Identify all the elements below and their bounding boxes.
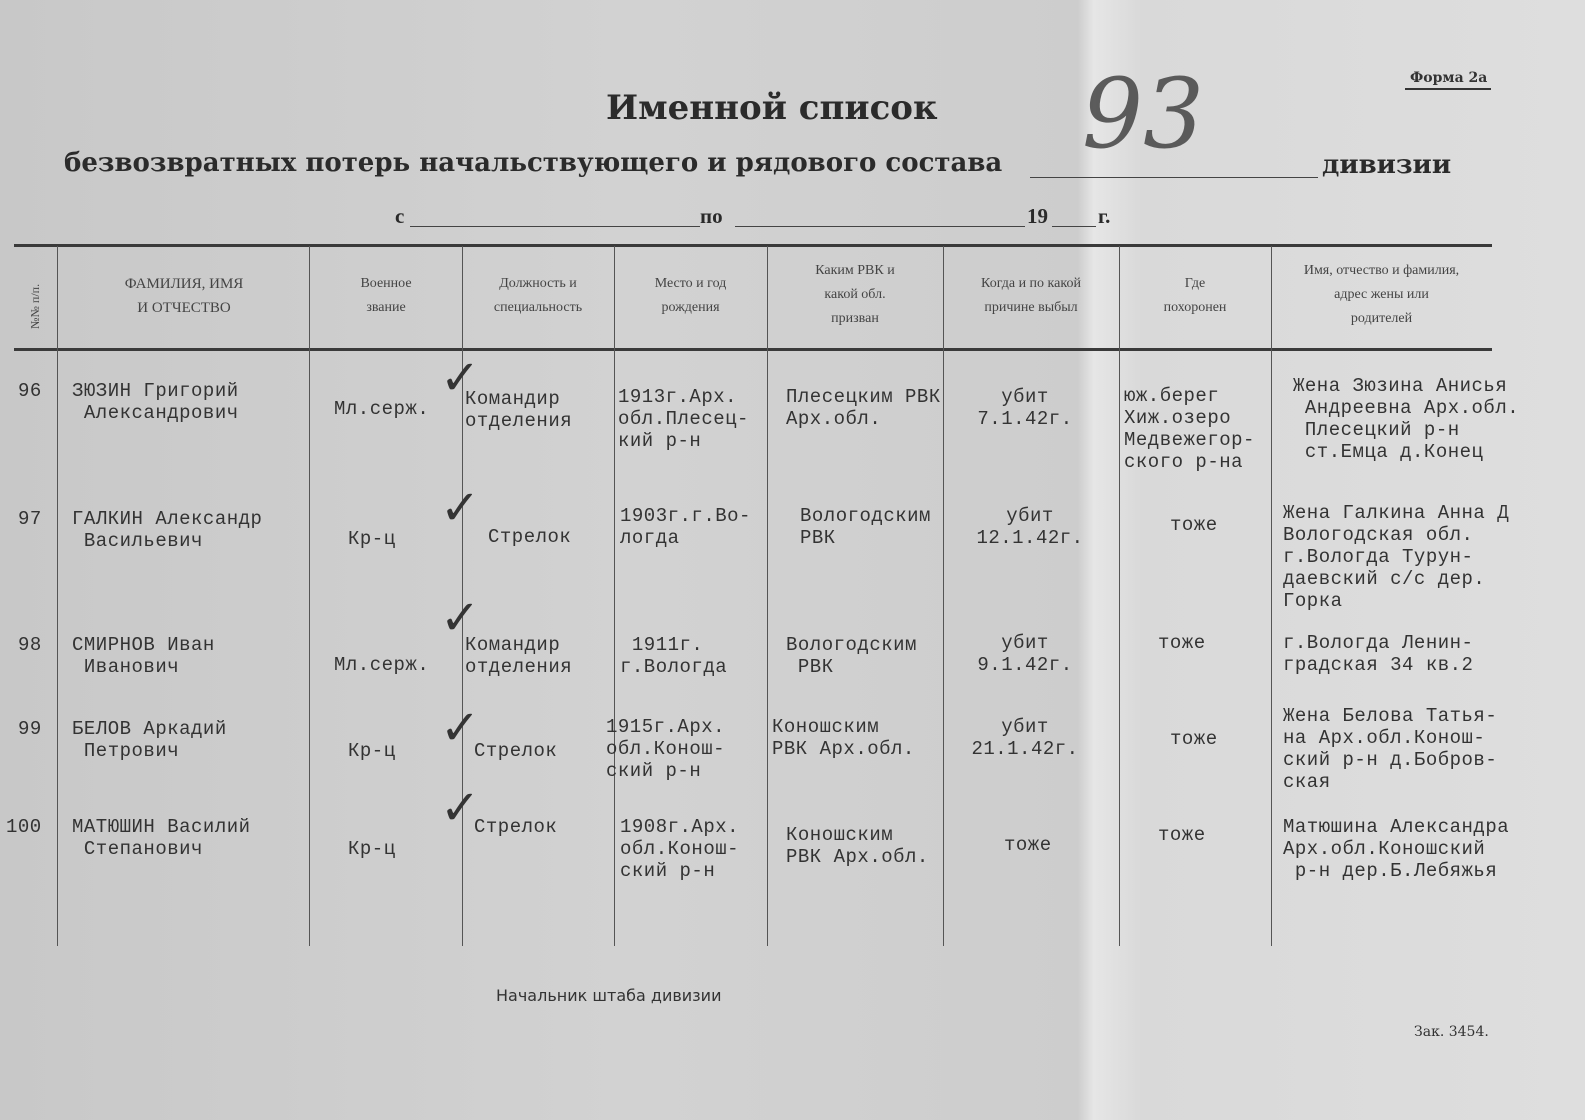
row-100-birth: 1908г.Арх. обл.Конош- ский р-н (620, 816, 740, 882)
row-98-rank: Мл.серж. (334, 654, 430, 676)
row-100-buried: тоже (1158, 824, 1206, 846)
row-100-rvk: Коношским РВК Арх.обл. (786, 824, 929, 868)
row-99-buried: тоже (1170, 728, 1218, 750)
row-99-num: 99 (18, 718, 42, 740)
col-divider-2 (309, 246, 310, 946)
row-96-birth: 1913г.Арх. обл.Плесец- кий р-н (618, 386, 749, 452)
check-mark-icon: ✓ (440, 480, 481, 536)
row-98-reason: убит 9.1.42г. (977, 632, 1073, 676)
row-99-rvk: Коношским РВК Арх.обл. (772, 716, 915, 760)
row-96-reason: убит 7.1.42г. (977, 386, 1073, 430)
row-99-position: Стрелок (474, 740, 558, 762)
row-98-birth: 1911г. г.Вологда (620, 634, 728, 678)
col-divider-1 (57, 246, 58, 946)
footer-signature: Начальник штаба дивизии (496, 986, 722, 1005)
row-99-name: БЕЛОВ Аркадий Петрович (72, 718, 227, 762)
row-98-position: Командир отделения (465, 634, 573, 678)
row-96-rank: Мл.серж. (334, 398, 430, 420)
period-to-label: по (700, 204, 723, 228)
row-97-relatives: Жена Галкина Анна Д Вологодская обл. г.Вологда Турун- даевский с/с дер. Горка (1283, 502, 1510, 612)
subtitle-right: дивизии (1322, 150, 1452, 180)
period-year-suffix: г. (1098, 204, 1111, 228)
row-100-reason: тоже (1004, 834, 1052, 856)
header-col-relatives: Имя, отчество и фамилия, адрес жены или родителей (1303, 263, 1460, 326)
row-100-name: МАТЮШИН Василий Степанович (72, 816, 251, 860)
row-98-rvk: Вологодским РВК (786, 634, 917, 678)
period-from-label: с (395, 204, 405, 228)
row-97-rvk: Вологодским РВК (800, 505, 931, 549)
row-97-reason: убит 12.1.42г. (976, 505, 1084, 549)
row-99-birth: 1915г.Арх. обл.Конош- ский р-н (606, 716, 726, 782)
header-col-birth: Место и год рождения (654, 276, 727, 315)
header-col-rvk: Каким РВК и какой обл. призван (815, 263, 895, 326)
division-blank (1030, 176, 1318, 178)
period-year-prefix: 19 (1027, 204, 1048, 228)
page-title: Именной список (606, 88, 938, 128)
header-col-position: Должность и специальность (493, 276, 583, 315)
row-96-name: ЗЮЗИН Григорий Александрович (72, 380, 239, 424)
header-col-name: ФАМИЛИЯ, ИМЯ И ОТЧЕСТВО (124, 276, 244, 316)
row-96-relatives: Жена Зюзина Анисья Андреевна Арх.обл. Плесецкий р-н ст.Емца д.Конец (1293, 375, 1520, 463)
check-mark-icon: ✓ (440, 700, 481, 756)
form-label-underline (1405, 88, 1491, 90)
check-mark-icon: ✓ (440, 350, 481, 406)
form-label: Форма 2а (1410, 70, 1488, 86)
row-99-rank: Кр-ц (348, 740, 396, 762)
row-98-relatives: г.Вологда Ленин- градская 34 кв.2 (1283, 632, 1474, 676)
row-98-name: СМИРНОВ Иван Иванович (72, 634, 215, 678)
row-96-rvk: Плесецким РВК Арх.обл. (786, 386, 941, 430)
row-98-num: 98 (18, 634, 42, 656)
order-number: Зак. 3454. (1414, 1024, 1489, 1040)
row-97-buried: тоже (1170, 514, 1218, 536)
check-mark-icon: ✓ (440, 590, 481, 646)
header-col-reason: Когда и по какой причине выбыл (981, 276, 1081, 315)
row-100-num: 100 (6, 816, 42, 838)
period-year-blank (1052, 225, 1096, 227)
row-97-rank: Кр-ц (348, 528, 396, 550)
row-96-position: Командир отделения (465, 388, 573, 432)
period-to-blank (735, 225, 1025, 227)
row-99-relatives: Жена Белова Татья- на Арх.обл.Конош- ский р-н д.Бобров- ская (1283, 705, 1498, 793)
row-97-birth: 1903г.г.Во- логда (620, 505, 751, 549)
row-96-num: 96 (18, 380, 42, 402)
period-from-blank (410, 225, 700, 227)
header-col-num: №№ п/п. (28, 283, 42, 329)
header-col-rank: Военное звание (360, 276, 412, 315)
row-100-position: Стрелок (474, 816, 558, 838)
row-97-position: Стрелок (488, 526, 572, 548)
col-divider-7 (1119, 246, 1120, 946)
row-98-buried: тоже (1158, 632, 1206, 654)
row-97-num: 97 (18, 508, 42, 530)
col-divider-4 (614, 246, 615, 946)
row-96-buried: юж.берег Хиж.озеро Медвежегор- ского р-на (1124, 385, 1255, 473)
col-divider-6 (943, 246, 944, 946)
col-divider-5 (767, 246, 768, 946)
row-99-reason: убит 21.1.42г. (971, 716, 1079, 760)
subtitle-left: безвозвратных потерь начальствующего и рядового состава (64, 148, 1003, 178)
row-97-name: ГАЛКИН Александр Васильевич (72, 508, 263, 552)
row-100-relatives: Матюшина Александра Арх.обл.Коношский р-н дер.Б.Лебяжья (1283, 816, 1510, 882)
row-100-rank: Кр-ц (348, 838, 396, 860)
check-mark-icon: ✓ (440, 780, 481, 836)
handwritten-number: 93 (1082, 58, 1205, 170)
header-col-buried: Где похоронен (1163, 276, 1227, 315)
col-divider-8 (1271, 246, 1272, 946)
